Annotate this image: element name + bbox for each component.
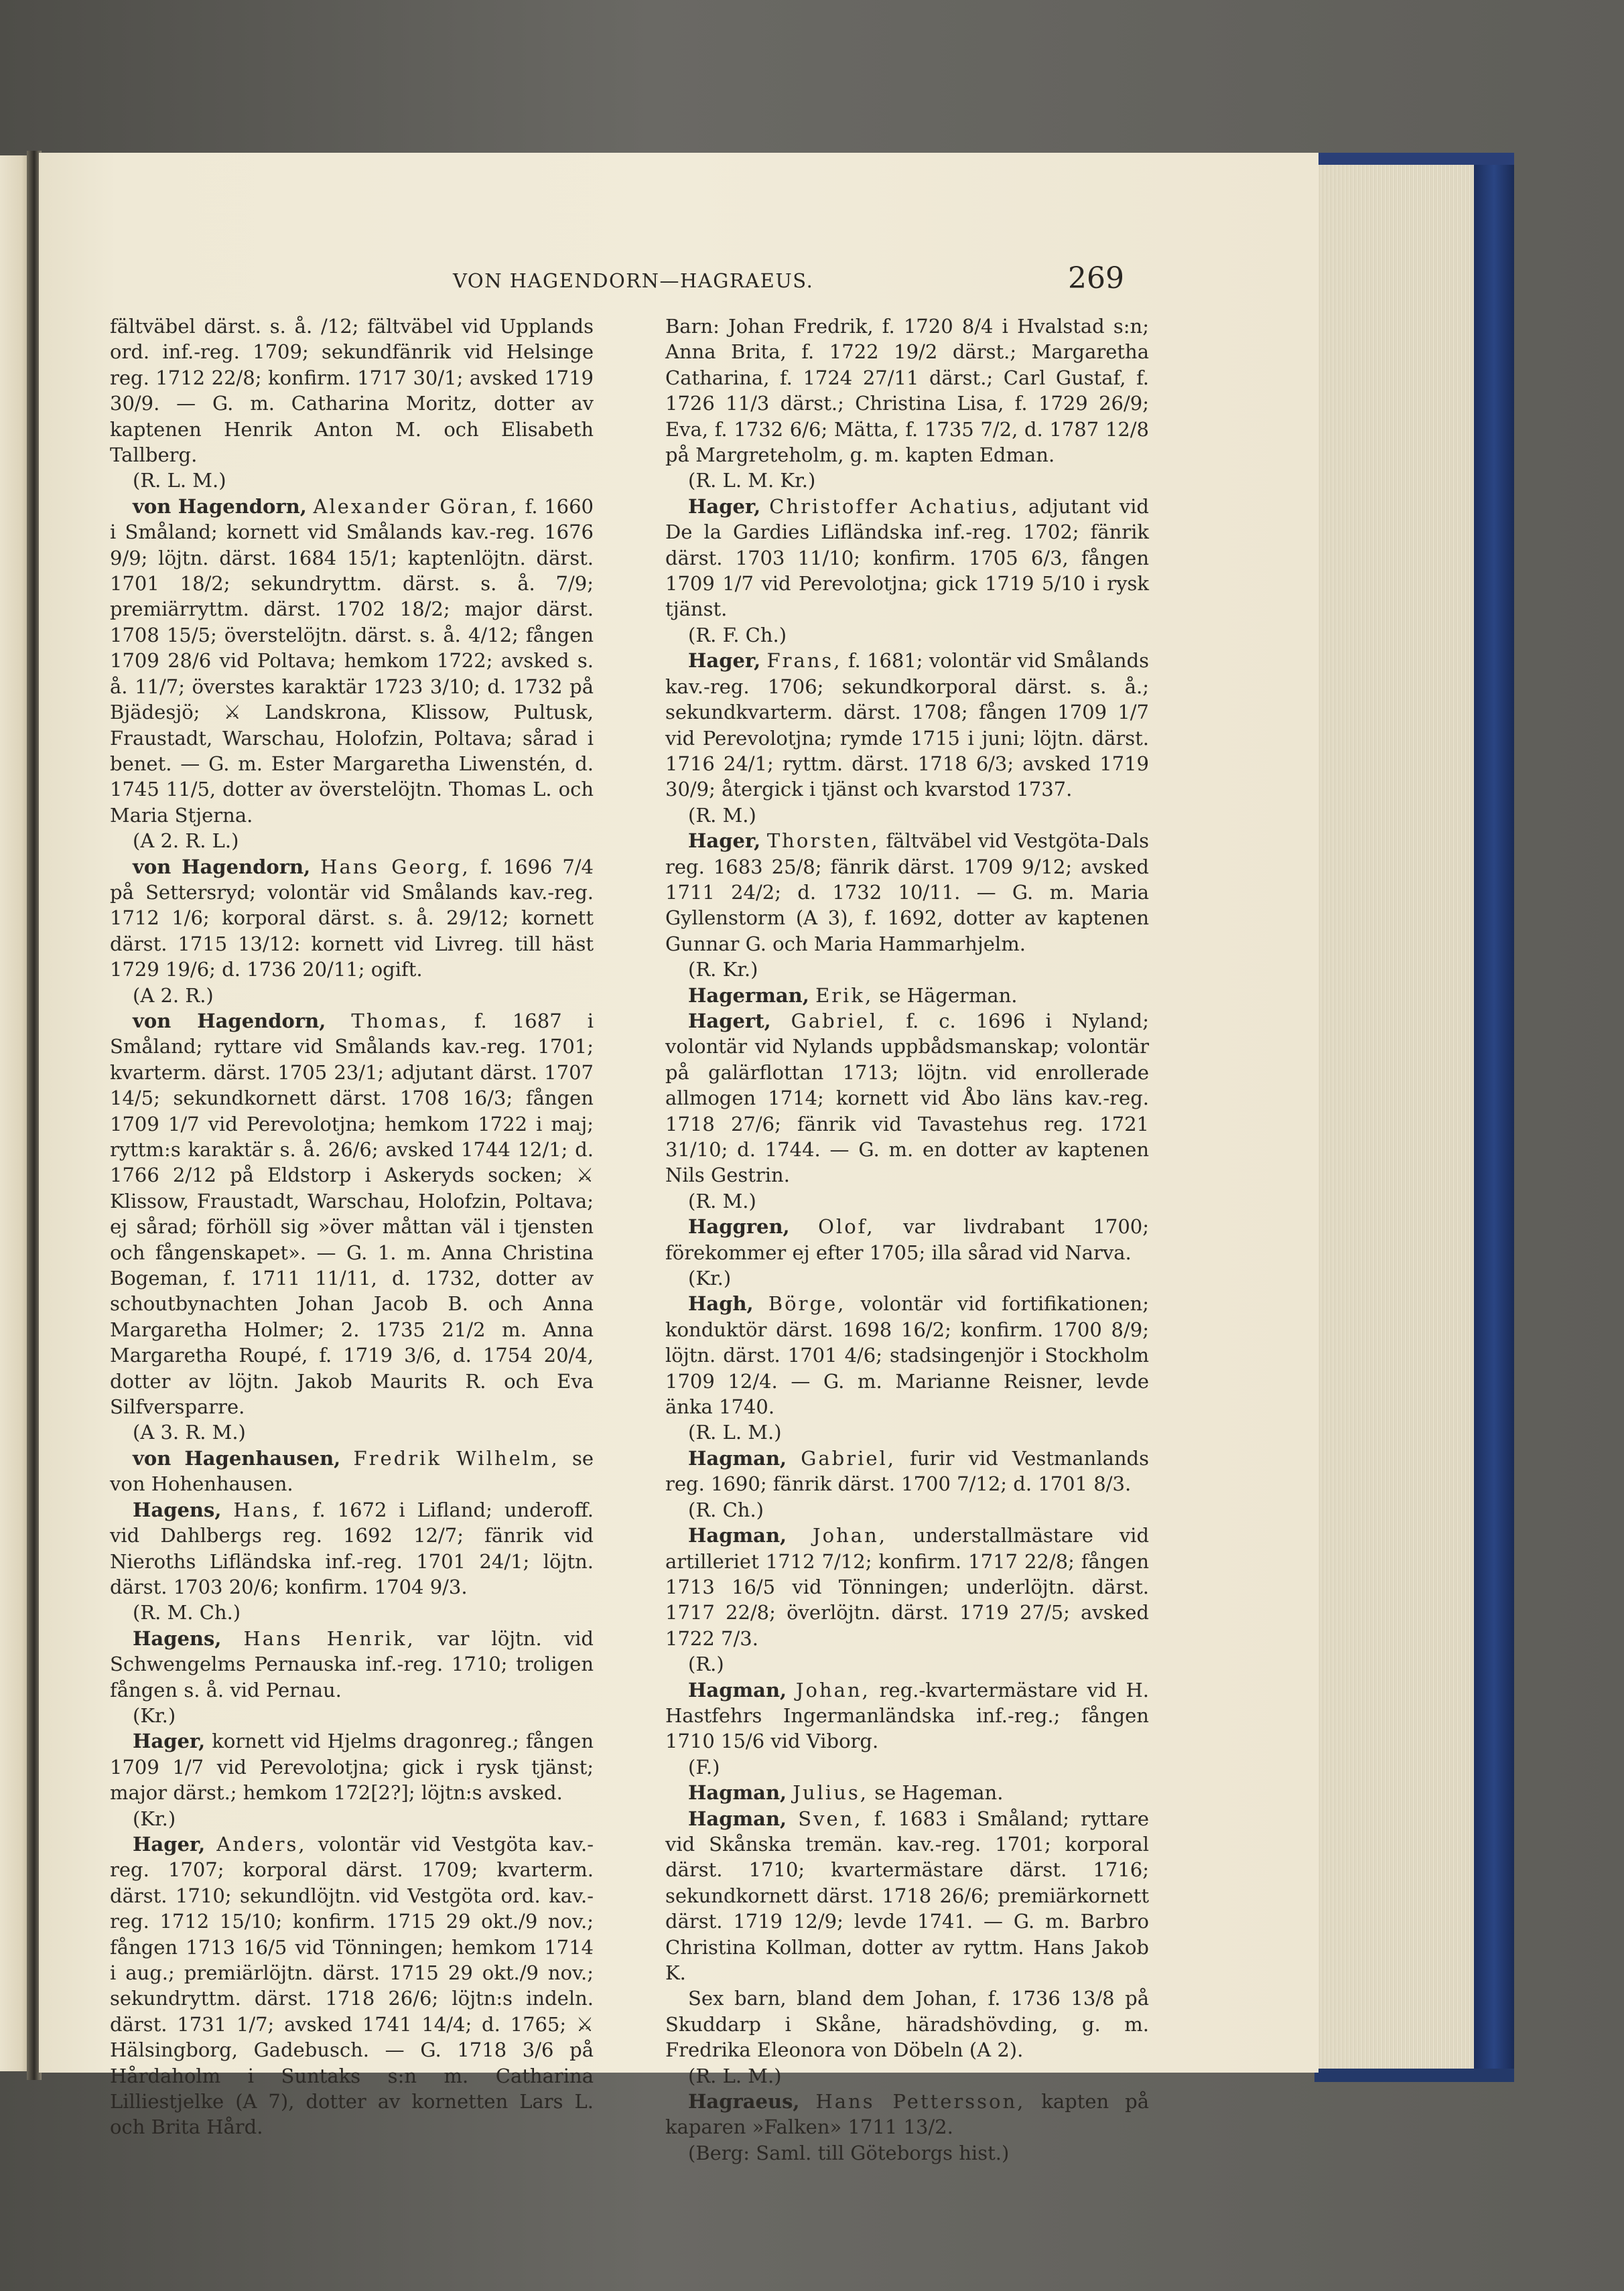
source-reference: (R. L. M.): [688, 2064, 782, 2087]
continued-text: fältväbel därst. s. å. /12; fältväbel vid Upplands ord. inf.-reg. 1709; sekundfänrik vid Helsinge reg. 1712 22/8; konfirm. 1717 30/1; avsked 1719 30/9. — G. m. Catharina Moritz, dotter av kaptenen Henrik Anton M. och Elisabeth Tallberg.: [110, 315, 594, 467]
biography-entry: [665, 1780, 1149, 1805]
source-reference: (R.): [688, 1653, 724, 1676]
source-reference: (Berg: Saml. till Göteborgs hist.): [688, 2141, 1010, 2164]
source-reference: (R. Kr.): [688, 958, 758, 981]
entry-surname: Hager,: [133, 1832, 206, 1856]
entry-given-name: Johan,: [795, 1678, 870, 1702]
entry-given-name: Thomas,: [351, 1009, 449, 1032]
entry-surname: Hagraeus,: [688, 2090, 800, 2113]
entry-given-name: Johan,: [813, 1524, 887, 1547]
entry-surname: Hagert,: [688, 1009, 771, 1032]
entry-text: f. 1687 i Småland; ryttare vid Smålands kav.-reg. 1701; kvarterm. därst. 1705 23/1; adjutant därst. 1707 14/5; sekundkornett därst. 1708 16/3; fången 1709 1/7 vid Perevolotjna; hemkom 1722 i maj; ryttm:s karaktär s. å. 26/6; avsked 1744 12/1; d. 1766 2/12 på Eldstorp i Askeryds socken; ⚔ Klissow, Fraustadt, Warschau, Holofzin, Poltava; ej sårad; förhöll sig »över måttan väl i tjensten och fångenskapet». — G. 1. m. Anna Christina Bogeman, f. 1711 11/11, d. 1732, dotter av schoutbynachten Johan Jacob B. och Anna Margaretha Holmer; 2. 1735 21/2 m. Anna Margaretha Roupé, f. 1719 3/6, d. 1754 20/4, dotter av löjtn. Jakob Maurits R. och Eva Silfversparre.: [110, 1009, 594, 1419]
entry-given-name: Fredrik Wilhelm,: [353, 1446, 559, 1470]
source-reference: (Kr.): [133, 1704, 176, 1727]
entry-surname: Hagens,: [133, 1498, 222, 1521]
source-reference: (A 3. R. M.): [133, 1421, 246, 1444]
source-reference: (A 2. R.): [133, 983, 214, 1007]
entry-text: f. c. 1696 i Nyland; volontär vid Nylands uppbådsmanskap; volontär på galärflottan 1713; löjtn. vid enrollerade allmogen 1714; kornett vid Åbo läns kav.-reg. 1718 27/6; fänrik vid Tavastehus reg. 1721 31/10; d. 1744. — G. m. en dotter av kaptenen Nils Gestrin.: [665, 1009, 1150, 1187]
entry-surname: von Hagendorn,: [133, 855, 311, 878]
source-reference: (R. Ch.): [688, 1498, 764, 1521]
biography-entry: [110, 1008, 594, 1420]
entry-given-name: Christoffer Achatius,: [769, 494, 1020, 518]
entry-surname: von Hagendorn,: [133, 494, 307, 518]
biography-entry: [665, 1214, 1149, 1265]
biography-entry: [665, 1446, 1149, 1497]
source-reference: (A 2. R. L.): [133, 829, 239, 853]
biography-entry: [665, 1523, 1149, 1651]
biography-entry: [110, 1831, 594, 2140]
paragraph: Sex barn, bland dem Johan, f. 1736 13/8 på Skuddarp i Skåne, häradshövding, g. m. Fredrika Eleonora von Döbeln (A 2).: [665, 1987, 1149, 2062]
entry-text: se Hageman.: [874, 1781, 1004, 1805]
source-reference: (R. M. Ch.): [133, 1601, 241, 1624]
entry-text: kornett vid Hjelms dragonreg.; fången 1709 1/7 vid Perevolotjna; gick i rysk tjänst; major därst.; hemkom 172[2?]; löjtn:s avsked.: [110, 1730, 594, 1805]
entry-surname: Hagh,: [688, 1292, 754, 1316]
left-column: [110, 314, 594, 2140]
biography-entry: [665, 828, 1149, 957]
source-reference: (R. L. M.): [688, 1421, 782, 1444]
source-reference: (Kr.): [688, 1267, 732, 1290]
book-cover-bottom: [1314, 2069, 1514, 2082]
entry-given-name: Gabriel,: [791, 1009, 886, 1032]
biography-entry: [110, 854, 594, 983]
entry-text: volontär vid Vestgöta kav.-reg. 1707; korporal därst. 1709; kvarterm. därst. 1710; sekundlöjtn. vid Vestgöta ord. kav.-reg. 1712 15/10; konfirm. 1715 29 okt./9 nov.; fången 1713 16/5 vid Tönningen; hemkom 1714 i aug.; premiärlöjtn. därst. 1715 29 okt./9 nov.; sekundryttm. därst. 1718 26/6; löjtn:s indeln. därst. 1731 1/7; avsked 1741 14/4; d. 1765; ⚔ Hälsingborg, Gadebusch. — G. 1718 3/6 på Hårdaholm i Suntaks s:n m. Catharina Lilliestjelke (A 7), dotter av kornetten Lars L. och Brita Hård.: [110, 1832, 594, 2139]
entry-text: reg.-kvartermästare vid H. Hastfehrs Ingermanländska inf.-reg.; fången 1710 15/6 vid Viborg.: [665, 1678, 1150, 1753]
entry-given-name: Thorsten,: [766, 829, 880, 853]
entry-text: volontär vid fortifikationen; konduktör därst. 1698 16/2; konfirm. 1700 8/9; löjtn. därst. 1701 4/6; stadsingenjör i Stockholm 1709 12/4. — G. m. Marianne Reisner, levde änka 1740.: [665, 1292, 1149, 1419]
entry-surname: Hagman,: [688, 1807, 787, 1830]
source-reference: (R. L. M.): [133, 469, 226, 492]
entry-given-name: Julius,: [793, 1781, 868, 1805]
entry-surname: von Hagenhausen,: [133, 1446, 341, 1470]
entry-text: f. 1672 i Lifland; underoff. vid Dahlbergs reg. 1692 12/7; fänrik vid Nieroths Lifländska inf.-reg. 1701 24/1; löjtn. därst. 1703 20/6; konfirm. 1704 9/3.: [110, 1498, 594, 1598]
running-title: VON HAGENDORN—HAGRAEUS.: [453, 269, 814, 292]
entry-given-name: Hans Georg,: [320, 855, 470, 878]
entry-surname: Hager,: [688, 649, 761, 673]
page-block-edges: [1314, 158, 1490, 2069]
entry-text: var livdrabant 1700; förekommer ej efter 1705; illa sårad vid Narva.: [665, 1215, 1150, 1264]
entry-text: kapten på kaparen »Falken» 1711 13/2.: [665, 2090, 1149, 2139]
biography-entry: [665, 1806, 1149, 1986]
biography-entry: [110, 1446, 594, 1497]
entry-text: f. 1696 7/4 på Settersryd; volontär vid Smålands kav.-reg. 1712 1/6; korporal därst. s. å. 29/12; kornett därst. 1715 13/12: kornett vid Livreg. till häst 1729 19/6; d. 1736 20/11; ogift.: [110, 855, 594, 981]
source-reference: (F.): [688, 1755, 720, 1779]
biography-entry: [110, 1626, 594, 1703]
entry-surname: Hagman,: [688, 1781, 787, 1805]
entry-text: se von Hohenhausen.: [110, 1446, 594, 1496]
entry-given-name: Anders,: [216, 1832, 307, 1856]
biography-entry: [110, 1497, 594, 1600]
entry-text: understallmästare vid artilleriet 1712 7/12; konfirm. 1717 22/8; fången 1713 16/5 vid Tönningen; underlöjtn. därst. 1717 22/8; överlöjtn. därst. 1719 27/5; avsked 1722 7/3.: [665, 1524, 1150, 1650]
entry-given-name: Hans Henrik,: [243, 1626, 415, 1650]
entry-surname: Hagman,: [688, 1678, 787, 1702]
entry-text: var löjtn. vid Schwengelms Pernauska inf.-reg. 1710; troligen fången s. å. vid Pernau.: [110, 1626, 594, 1702]
entry-text: se Hägerman.: [879, 983, 1018, 1007]
source-reference: (Kr.): [133, 1807, 176, 1830]
right-column: [665, 314, 1149, 2166]
entry-given-name: Alexander Göran,: [313, 494, 519, 518]
entry-surname: Hager,: [688, 494, 761, 518]
entry-given-name: Sven,: [798, 1807, 863, 1830]
entry-given-name: Hans Pettersson,: [815, 2090, 1026, 2113]
page-number: 269: [1068, 261, 1124, 295]
entry-surname: von Hagendorn,: [133, 1009, 326, 1032]
entry-surname: Hagens,: [133, 1626, 222, 1650]
biography-entry: [665, 1008, 1149, 1188]
source-reference: (R. M.): [688, 1189, 756, 1212]
entry-text: fältväbel vid Vestgöta-Dals reg. 1683 25/8; fänrik därst. 1709 9/12; avsked 1711 24/2; d. 1732 10/11. — G. m. Maria Gyllenstorm (A 3), f. 1692, dotter av kaptenen Gunnar G. och Maria Hammarhjelm.: [665, 829, 1150, 955]
biography-entry: [665, 1677, 1149, 1754]
entry-surname: Hagman,: [688, 1524, 787, 1547]
entry-surname: Hager,: [133, 1730, 206, 1753]
entry-text: adjutant vid De la Gardies Lifländska inf.-reg. 1702; fänrik därst. 1703 11/10; konfirm. 1705 6/3, fången 1709 1/7 vid Perevolotjna; gick 1719 5/10 i rysk tjänst.: [665, 494, 1149, 621]
biography-entry: [665, 983, 1149, 1008]
entry-text: f. 1660 i Småland; kornett vid Smålands kav.-reg. 1676 9/9; löjtn. därst. 1684 15/1; kaptenlöjtn. därst. 1701 18/2; sekundryttm. därst. s. å. 7/9; premiärryttm. därst. 1702 18/2; major därst. 1708 15/5; överstelöjtn. därst. s. å. 4/12; fången 1709 28/6 vid Poltava; hemkom 1722; avsked s. å. 11/7; överstes karaktär 1723 3/10; d. 1732 på Bjädesjö; ⚔ Landskrona, Klissow, Pultusk, Fraustadt, Warschau, Holofzin, Poltava; sårad i benet. — G. m. Ester Margaretha Liwenstén, d. 1745 11/5, dotter av överstelöjtn. Thomas L. och Maria Stjerna.: [110, 494, 594, 827]
continued-text: Barn: Johan Fredrik, f. 1720 8/4 i Hvalstad s:n; Anna Brita, f. 1722 19/2 därst.; Margaretha Catharina, f. 1724 27/11 därst.; Carl Gustaf, f. 1726 11/3 därst.; Christina Lisa, f. 1729 26/9; Eva, f. 1732 6/6; Mätta, f. 1735 7/2, d. 1787 12/8 på Margreteholm, g. m. kapten Edman.: [665, 315, 1149, 467]
entry-text: furir vid Vestmanlands reg. 1690; fänrik därst. 1700 7/12; d. 1701 8/3.: [665, 1446, 1150, 1496]
source-reference: (R. F. Ch.): [688, 623, 787, 646]
source-reference: (R. M.): [688, 803, 756, 827]
entry-given-name: Olof,: [818, 1215, 875, 1239]
entry-text: f. 1683 i Småland; ryttare vid Skånska tremän. kav.-reg. 1701; korporal därst. 1710; kvartermästare därst. 1716; sekundkornett därst. 1718 26/6; premiärkornett därst. 1719 12/9; levde 1741. — G. m. Barbro Christina Kollman, dotter av ryttm. Hans Jakob K.: [665, 1807, 1149, 1984]
biography-entry: [665, 2089, 1149, 2140]
biography-entry: [665, 494, 1149, 622]
entry-given-name: Gabriel,: [801, 1446, 896, 1470]
biography-entry: [665, 648, 1149, 802]
entry-given-name: Erik,: [815, 983, 874, 1007]
entry-surname: Hagerman,: [688, 983, 809, 1007]
biography-entry: [665, 1291, 1149, 1419]
entry-given-name: Hans,: [233, 1498, 301, 1521]
biography-entry: [110, 494, 594, 828]
entry-surname: Hager,: [688, 829, 761, 853]
source-reference: (R. L. M. Kr.): [688, 469, 816, 492]
entry-surname: Hagman,: [688, 1446, 787, 1470]
entry-text: f. 1681; volontär vid Smålands kav.-reg. 1706; sekundkorporal därst. s. å.; sekundkvarterm. därst. 1708; fången 1709 1/7 vid Perevolotjna; rymde 1715 i juni; löjtn. därst. 1716 24/1; ryttm. därst. 1718 6/3; avsked 1719 30/9; återgick i tjänst och kvarstod 1737.: [665, 649, 1150, 801]
biography-entry: [110, 1728, 594, 1805]
book-cover-top: [1314, 153, 1514, 165]
page-header: [0, 261, 1624, 307]
entry-given-name: Börge,: [768, 1292, 846, 1316]
book-cover-spine: [1474, 165, 1514, 2079]
entry-surname: Haggren,: [688, 1215, 790, 1239]
entry-given-name: Frans,: [766, 649, 842, 673]
